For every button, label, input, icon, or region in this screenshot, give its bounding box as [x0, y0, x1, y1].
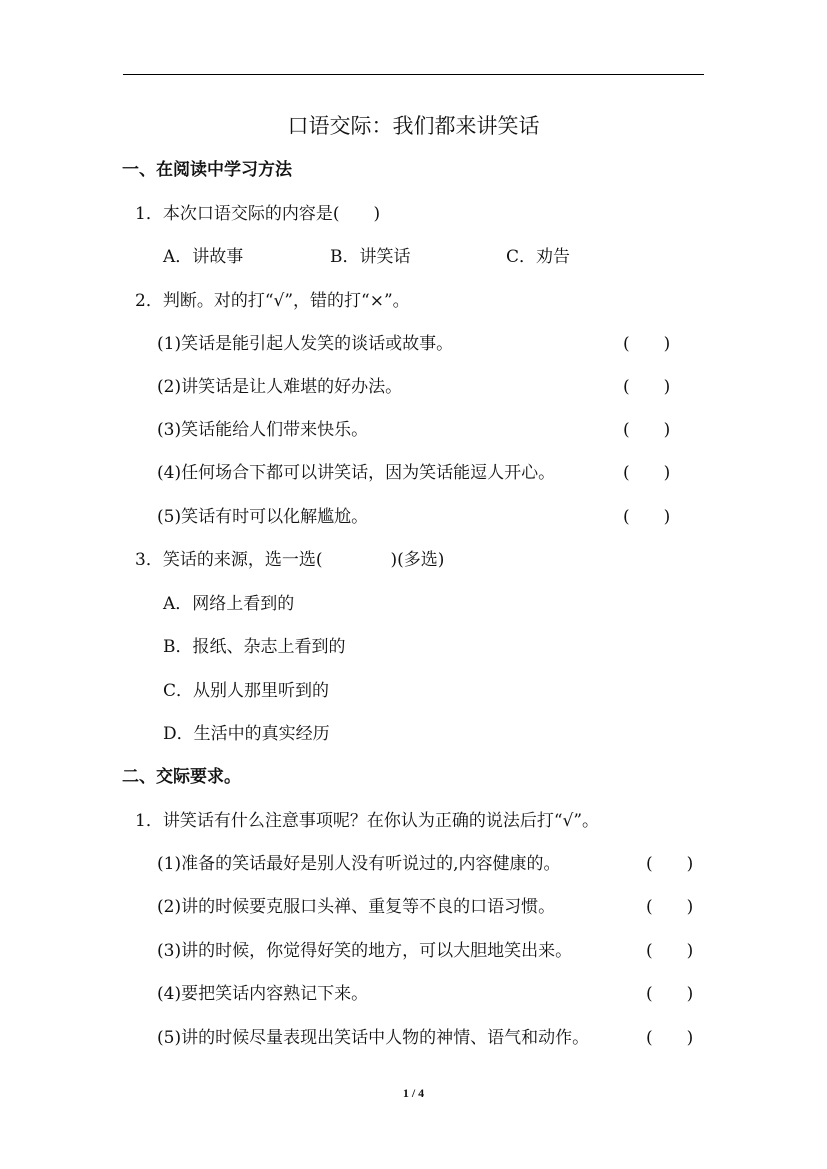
tip-blank-3[interactable]: ( ) [646, 941, 694, 961]
page-number: 1 / 4 [402, 1086, 425, 1100]
judge-item-2: (2)讲笑话是让人难堪的好办法。 [157, 377, 403, 397]
tip-blank-2[interactable]: ( ) [646, 897, 694, 917]
judge-item-3: (3)笑话能给人们带来快乐。 [157, 420, 369, 440]
question-1-option-c: C．劝告 [506, 247, 571, 267]
tip-blank-5[interactable]: ( ) [646, 1028, 694, 1048]
header-rule [123, 74, 704, 75]
tip-item-5: (5)讲的时候尽量表现出笑话中人物的神情、语气和动作。 [157, 1028, 590, 1048]
page-title: 口语交际：我们都来讲笑话 [287, 114, 540, 138]
question-3-option-c: C．从别人那里听到的 [163, 681, 330, 701]
tip-blank-4[interactable]: ( ) [646, 984, 694, 1004]
judge-blank-3[interactable]: ( ) [623, 420, 671, 440]
judge-blank-2[interactable]: ( ) [623, 377, 671, 397]
section-1-heading: 一、在阅读中学习方法 [122, 160, 292, 180]
judge-item-1: (1)笑话是能引起人发笑的谈话或故事。 [157, 334, 454, 354]
judge-blank-1[interactable]: ( ) [623, 334, 671, 354]
tip-item-2: (2)讲的时候要克服口头禅、重复等不良的口语习惯。 [157, 897, 556, 917]
judge-item-5: (5)笑话有时可以化解尴尬。 [157, 507, 369, 527]
section-2-heading: 二、交际要求。 [122, 767, 241, 787]
tip-item-3: (3)讲的时候，你觉得好笑的地方，可以大胆地笑出来。 [157, 941, 573, 961]
judge-item-4: (4)任何场合下都可以讲笑话，因为笑话能逗人开心。 [157, 463, 556, 483]
judge-blank-5[interactable]: ( ) [623, 507, 671, 527]
question-1-stem: 1．本次口语交际的内容是( ) [135, 204, 381, 224]
section-2-question-1-stem: 1．讲笑话有什么注意事项呢？在你认为正确的说法后打“√”。 [135, 811, 600, 831]
question-3-option-a: A．网络上看到的 [163, 594, 295, 614]
judge-blank-4[interactable]: ( ) [623, 463, 671, 483]
question-3-option-b: B．报纸、杂志上看到的 [163, 637, 346, 657]
tip-item-1: (1)准备的笑话最好是别人没有听说过的,内容健康的。 [157, 854, 561, 874]
tip-blank-1[interactable]: ( ) [646, 854, 694, 874]
tip-item-4: (4)要把笑话内容熟记下来。 [157, 984, 369, 1004]
question-3-option-d: D．生活中的真实经历 [163, 724, 330, 744]
question-1-option-a: A．讲故事 [163, 247, 244, 267]
question-2-stem: 2．判断。对的打“√”，错的打“×”。 [135, 291, 410, 311]
question-1-option-b: B．讲笑话 [330, 247, 411, 267]
question-3-stem: 3．笑话的来源，选一选( )(多选) [135, 550, 445, 570]
